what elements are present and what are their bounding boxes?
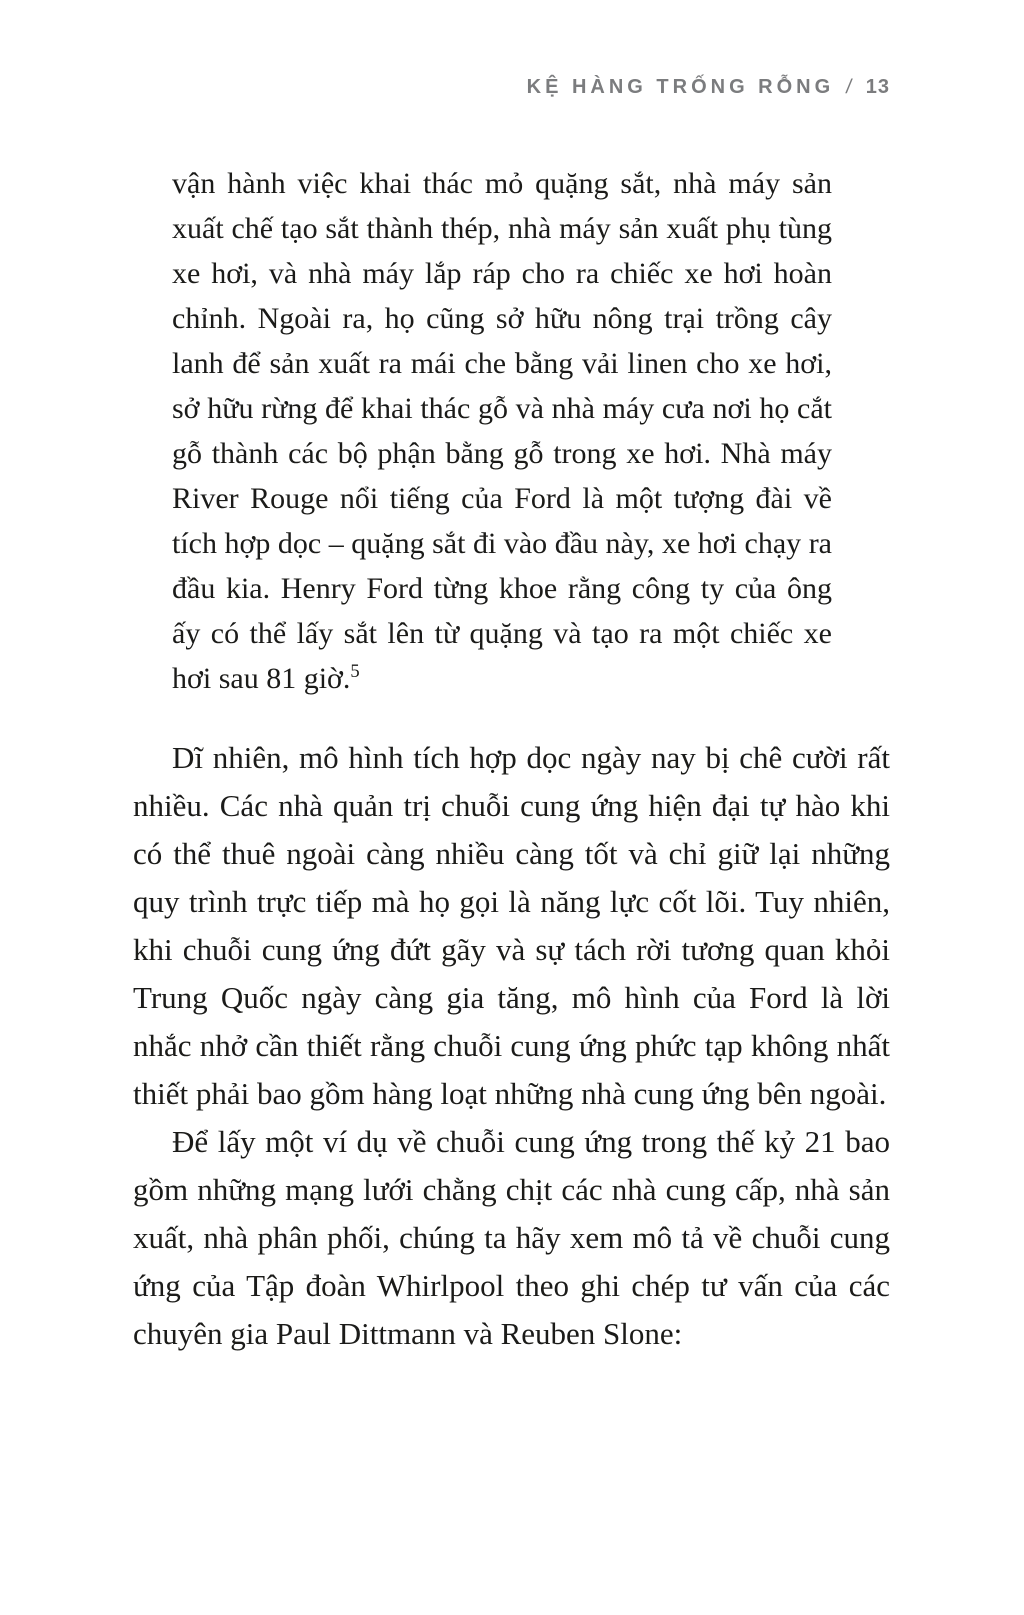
- footnote-marker: 5: [350, 661, 360, 682]
- page-content: [133, 161, 890, 1358]
- paragraph-vertical-integration: Dĩ nhiên, mô hình tích hợp dọc ngày nay bị chê cười rất nhiều. Các nhà quản trị chuỗi cung ứng hiện đại tự hào khi có thể thuê ngoài càng nhiều càng tốt và chỉ giữ lại những quy trình trực tiếp mà họ gọi là năng lực cốt lõi. Tuy nhiên, khi chuỗi cung ứng đứt gãy và sự tách rời tương quan khỏi Trung Quốc ngày càng gia tăng, mô hình của Ford là lời nhắc nhở cần thiết rằng chuỗi cung ứng phức tạp không nhất thiết phải bao gồm hàng loạt những nhà cung ứng bên ngoài.: [133, 740, 890, 1111]
- paragraph-whirlpool-intro: Để lấy một ví dụ về chuỗi cung ứng trong thế kỷ 21 bao gồm những mạng lưới chằng chịt các nhà cung cấp, nhà sản xuất, nhà phân phối, chúng ta hãy xem mô tả về chuỗi cung ứng của Tập đoàn Whirlpool theo ghi chép tư vấn của các chuyên gia Paul Dittmann và Reuben Slone:: [133, 1124, 890, 1351]
- block-quote: [172, 161, 832, 701]
- header-separator: /: [844, 76, 858, 98]
- page-number: 13: [865, 76, 890, 98]
- chapter-title: KỆ HÀNG TRỐNG RỖNG: [526, 76, 835, 98]
- block-quote-text: vận hành việc khai thác mỏ quặng sắt, nhà máy sản xuất chế tạo sắt thành thép, nhà máy sản xuất phụ tùng xe hơi, và nhà máy lắp ráp cho ra chiếc xe hơi hoàn chỉnh. Ngoài ra, họ cũng sở hữu nông trại trồng cây lanh để sản xuất ra mái che bằng vải linen cho xe hơi, sở hữu rừng để khai thác gỗ và nhà máy cưa nơi họ cắt gỗ thành các bộ phận bằng gỗ trong xe hơi. Nhà máy River Rouge nổi tiếng của Ford là một tượng đài về tích hợp dọc – quặng sắt đi vào đầu này, xe hơi chạy ra đầu kia. Henry Ford từng khoe rằng công ty của ông ấy có thể lấy sắt lên từ quặng và tạo ra một chiếc xe hơi sau 81 giờ.: [172, 167, 832, 695]
- running-header: [135, 76, 890, 99]
